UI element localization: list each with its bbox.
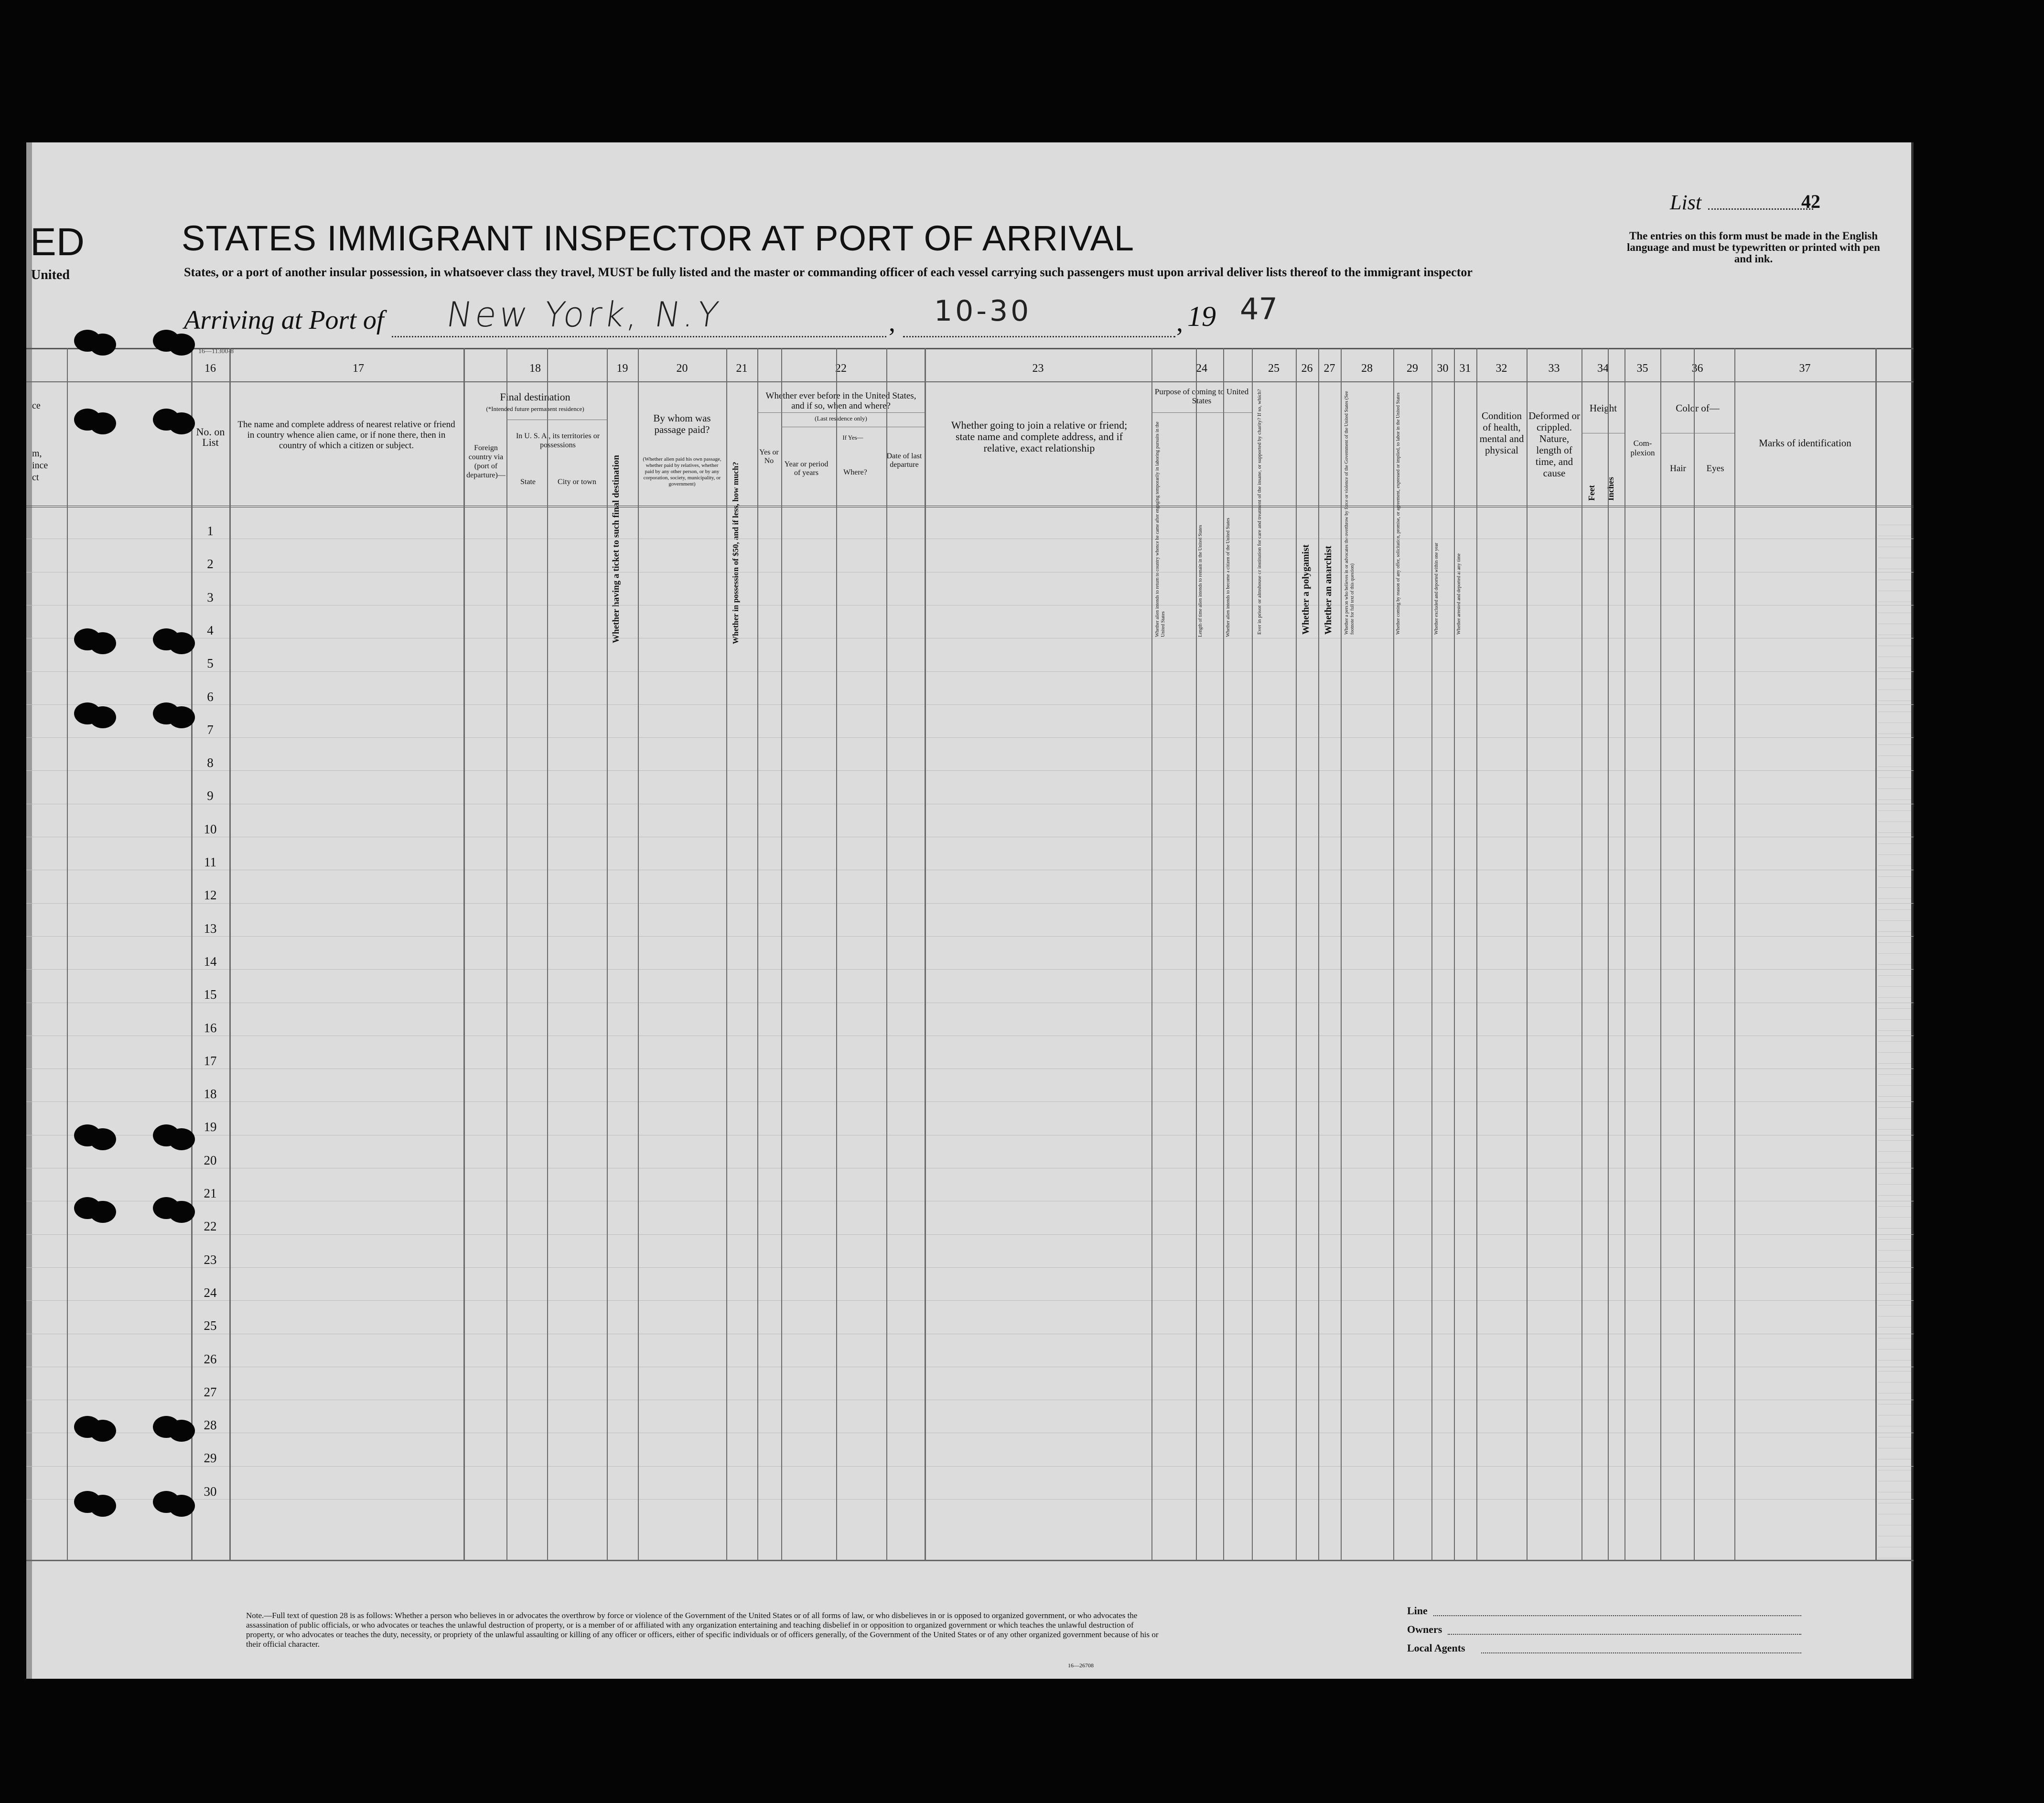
margin-rule bbox=[1878, 1316, 1911, 1317]
header-year-period: Year or period of years bbox=[784, 460, 828, 477]
row-number: 2 bbox=[207, 557, 214, 572]
col-number-29: 29 bbox=[1407, 362, 1418, 375]
col-number-27: 27 bbox=[1323, 362, 1335, 375]
col-number-30: 30 bbox=[1437, 362, 1449, 375]
header-polygamist: Whether a polygamist bbox=[1301, 544, 1311, 635]
grid-vline bbox=[1875, 348, 1877, 1560]
row-rule bbox=[26, 737, 1914, 738]
row-rule bbox=[26, 969, 1914, 970]
row-rule bbox=[26, 704, 1914, 705]
left-fragment-text: ince bbox=[32, 460, 48, 471]
row-number: 28 bbox=[204, 1418, 217, 1433]
grid-vline bbox=[757, 348, 758, 1560]
row-number: 4 bbox=[207, 623, 214, 637]
header-anarchist: Whether an anarchist bbox=[1323, 546, 1334, 635]
punch-hole bbox=[89, 632, 116, 654]
margin-rule bbox=[1878, 1327, 1911, 1328]
punch-hole bbox=[168, 632, 195, 654]
list-label: List bbox=[1670, 191, 1702, 214]
margin-rule bbox=[1878, 1228, 1911, 1229]
row-number: 19 bbox=[204, 1120, 217, 1134]
punch-hole bbox=[168, 1420, 195, 1442]
header-yes-no: Yes or No bbox=[759, 448, 779, 465]
header-deformed: Deformed or crippled. Nature, length of time, and cause bbox=[1528, 410, 1580, 479]
header-nearest-relative: The name and complete address of nearest relative or friend in country whence alien came, or if none there, then in country of which a citizen or subject. bbox=[237, 420, 455, 451]
grid-vline bbox=[1660, 348, 1661, 1560]
margin-rule bbox=[1878, 975, 1911, 976]
row-rule bbox=[26, 671, 1914, 672]
margin-rule bbox=[1878, 898, 1911, 899]
margin-rule bbox=[1878, 953, 1911, 954]
header-overthrow: Whether a person who believes in or advocates the overthrow by force or violence of the Government of the United States (See footnote for full text of this question) bbox=[1344, 391, 1355, 635]
punch-hole bbox=[89, 1420, 116, 1442]
colnum-row-border bbox=[26, 381, 1914, 382]
row-number: 16 bbox=[204, 1020, 217, 1035]
row-number: 6 bbox=[207, 689, 214, 704]
header-no-on-list: No. on List bbox=[196, 426, 225, 448]
punch-hole bbox=[89, 1201, 116, 1223]
footnote-code: 16—26708 bbox=[1068, 1662, 1094, 1669]
grid-vline bbox=[1393, 348, 1394, 1560]
left-fragment-title: ED bbox=[30, 220, 85, 264]
grid-vline bbox=[836, 348, 837, 1560]
grid-vline bbox=[925, 348, 926, 1560]
col-number-21: 21 bbox=[736, 362, 748, 375]
margin-rule bbox=[1878, 1140, 1911, 1141]
arriving-label: Arriving at Port of bbox=[184, 305, 384, 335]
header-city: City or town bbox=[558, 478, 596, 486]
row-number: 3 bbox=[207, 590, 214, 605]
footer-owners-label: Owners bbox=[1407, 1623, 1442, 1635]
row-number: 24 bbox=[204, 1285, 217, 1300]
col-number-26: 26 bbox=[1301, 362, 1313, 375]
row-number: 7 bbox=[207, 722, 214, 737]
row-number: 17 bbox=[204, 1053, 217, 1068]
col-number-18: 18 bbox=[529, 362, 541, 375]
col-number-36: 36 bbox=[1691, 362, 1703, 375]
row-number: 26 bbox=[204, 1351, 217, 1366]
row-number: 21 bbox=[204, 1186, 217, 1200]
punch-hole bbox=[168, 1495, 195, 1517]
row-number: 30 bbox=[204, 1484, 217, 1499]
header-in-usa: In U. S. A., its territories or possessions bbox=[516, 432, 600, 449]
comma: , bbox=[1176, 308, 1183, 337]
row-rule bbox=[26, 770, 1914, 771]
margin-rule bbox=[1878, 964, 1911, 965]
grid-vline bbox=[67, 348, 68, 1560]
header-passage-paid: By whom was passage paid? bbox=[653, 412, 711, 435]
row-rule bbox=[26, 1466, 1914, 1467]
date-handwritten: 10-30 bbox=[934, 294, 1032, 328]
row-rule bbox=[26, 1234, 1914, 1235]
margin-rule bbox=[1878, 942, 1911, 943]
margin-rule bbox=[1878, 920, 1911, 921]
page-edge bbox=[26, 142, 32, 1679]
punch-hole bbox=[89, 412, 116, 434]
manifest-page bbox=[26, 142, 1914, 1679]
header-inches: Inches bbox=[1606, 476, 1615, 501]
margin-rule bbox=[1878, 1008, 1911, 1009]
grid-vline bbox=[1476, 348, 1477, 1560]
col-number-32: 32 bbox=[1495, 362, 1507, 375]
grid-vline bbox=[1151, 348, 1152, 1560]
grid-vline bbox=[1734, 348, 1735, 1560]
footnote-question-28: Note.—Full text of question 28 is as follows: Whether a person who believes in or advocates the overthrow by force or violence of the Government of the United States or of all forms of law, or who disbelieves in or is opposed to organized government, or who advocates the assassination of public officials, or who advocates or teaches the unlawful destruction of property, or is a member of or affiliated with any organization entertaining and teaching disbelief in or opposition to organized government or which teaches the unlawful destruction of property, or who advocates or teaches the duty, necessity, or propriety of the unlawful assaulting or killing of any officer or officers, either of specific individuals or of officers generally, of the Government of the United States or of any other organized government because of his or their official character. bbox=[246, 1611, 1159, 1649]
grid-vline bbox=[1694, 348, 1695, 1560]
col-number-25: 25 bbox=[1268, 362, 1280, 375]
header-if-yes: If Yes— bbox=[842, 434, 863, 441]
footer-line-field bbox=[1433, 1615, 1801, 1616]
row-number: 22 bbox=[204, 1219, 217, 1234]
margin-rule bbox=[1878, 1019, 1911, 1020]
grid-vline bbox=[1296, 348, 1297, 1560]
row-number: 9 bbox=[207, 788, 214, 803]
punch-hole bbox=[168, 1201, 195, 1223]
punch-hole bbox=[89, 706, 116, 728]
margin-rule bbox=[1878, 1162, 1911, 1163]
header-purpose-return: Whether alien intends to return to country whence he came after engaging temporarily in laboring pursuits in the United States bbox=[1155, 421, 1166, 637]
port-handwritten: New York, N.Y bbox=[444, 294, 724, 335]
footer-agents-label: Local Agents bbox=[1407, 1642, 1465, 1654]
language-note: The entries on this form must be made in the English language and must be typewritten or printed with pen and ink. bbox=[1627, 230, 1880, 265]
margin-rule bbox=[1878, 821, 1911, 822]
margin-rule bbox=[1878, 1239, 1911, 1240]
header-ever-before-us: Whether ever before in the United States, and if so, when and where? bbox=[765, 391, 916, 411]
row-number: 25 bbox=[204, 1318, 217, 1333]
margin-rule bbox=[1878, 832, 1911, 833]
row-number: 11 bbox=[204, 855, 216, 869]
punch-hole bbox=[168, 1128, 195, 1150]
margin-rule bbox=[1878, 854, 1911, 855]
list-dotted-line bbox=[1708, 208, 1813, 210]
col-number-20: 20 bbox=[676, 362, 688, 375]
port-dotted-line bbox=[392, 336, 886, 337]
col-number-28: 28 bbox=[1361, 362, 1373, 375]
header-condition-health: Condition of health, mental and physical bbox=[1479, 410, 1524, 456]
row-rule bbox=[26, 1499, 1914, 1500]
margin-rule bbox=[1878, 810, 1911, 811]
margin-rule bbox=[1878, 865, 1911, 866]
margin-rule bbox=[1878, 843, 1911, 844]
margin-rule bbox=[1878, 1118, 1911, 1119]
margin-rule bbox=[1878, 1173, 1911, 1174]
col-number-17: 17 bbox=[353, 362, 364, 375]
margin-rule bbox=[1878, 1272, 1911, 1273]
margin-rule bbox=[1878, 799, 1911, 800]
header-going-to-join: Whether going to join a relative or friend; state name and complete address, and if relative, exact relationship bbox=[951, 419, 1128, 454]
left-fragment-text: m, bbox=[32, 448, 42, 459]
margin-rule bbox=[1878, 1294, 1911, 1295]
margin-rule bbox=[1878, 788, 1911, 789]
grid-vline bbox=[547, 348, 548, 1560]
header-bottom-border bbox=[26, 506, 1914, 507]
subheader-rule bbox=[757, 412, 925, 413]
grid-vline bbox=[1196, 348, 1197, 1560]
row-rule bbox=[26, 903, 1914, 904]
col-number-19: 19 bbox=[616, 362, 628, 375]
margin-rule bbox=[1878, 876, 1911, 877]
row-number: 8 bbox=[207, 756, 214, 770]
margin-rule bbox=[1878, 931, 1911, 932]
footer-line-label: Line bbox=[1407, 1605, 1428, 1617]
margin-rule bbox=[1878, 1305, 1911, 1306]
row-number: 13 bbox=[204, 921, 217, 936]
grid-vline bbox=[781, 348, 782, 1560]
col-number-23: 23 bbox=[1032, 362, 1044, 375]
margin-rule bbox=[1878, 1261, 1911, 1262]
header-marks-identification: Marks of identification bbox=[1759, 437, 1851, 449]
grid-vline bbox=[1431, 348, 1432, 1560]
list-number: 42 bbox=[1801, 191, 1820, 212]
margin-rule bbox=[1878, 1195, 1911, 1196]
col-number-16: 16 bbox=[204, 362, 216, 375]
col-number-31: 31 bbox=[1459, 362, 1471, 375]
margin-rule bbox=[1878, 1096, 1911, 1097]
header-passage-paid-sub: (Whether alien paid his own passage, whether paid by relatives, whether paid by any other person, or by any corporation, society, municipality, or government) bbox=[643, 456, 721, 487]
header-excluded: Whether excluded and deported within one year bbox=[1434, 542, 1439, 635]
margin-rule bbox=[1878, 1129, 1911, 1130]
margin-rule bbox=[1878, 1074, 1911, 1075]
left-fragment-subtitle: United bbox=[31, 268, 70, 282]
row-number: 23 bbox=[204, 1252, 217, 1267]
margin-rule bbox=[1878, 887, 1911, 888]
page-right-border bbox=[1911, 142, 1914, 1679]
row-number: 20 bbox=[204, 1153, 217, 1167]
margin-rule bbox=[1878, 1052, 1911, 1053]
grid-vline bbox=[607, 348, 608, 1560]
col-number-33: 33 bbox=[1548, 362, 1560, 375]
margin-rule bbox=[1878, 1250, 1911, 1251]
grid-vline bbox=[638, 348, 639, 1560]
margin-rule bbox=[1878, 1349, 1911, 1350]
punch-hole bbox=[89, 1495, 116, 1517]
header-color-of: Color of— bbox=[1676, 402, 1720, 414]
punch-hole bbox=[168, 412, 195, 434]
header-purpose-length: Length of time alien intends to remain in the United States bbox=[1198, 525, 1203, 637]
grid-vline bbox=[1581, 348, 1582, 1560]
header-purpose-citizen: Whether alien intends to become a citizen of the United States bbox=[1226, 518, 1231, 637]
row-number: 18 bbox=[204, 1087, 217, 1101]
header-foreign-country: Foreign country via (port of departure)— bbox=[466, 444, 506, 479]
grid-vline bbox=[229, 348, 231, 1560]
header-final-destination: Final destination bbox=[500, 391, 570, 403]
margin-rule bbox=[1878, 1206, 1911, 1207]
row-number: 10 bbox=[204, 821, 217, 836]
row-number: 27 bbox=[204, 1384, 217, 1399]
row-number: 1 bbox=[207, 524, 214, 538]
row-number: 5 bbox=[207, 656, 214, 671]
grid-vline bbox=[463, 348, 465, 1560]
margin-rule bbox=[1878, 1184, 1911, 1185]
row-rule bbox=[26, 1267, 1914, 1268]
footer-agents-field bbox=[1481, 1652, 1801, 1653]
col-number-35: 35 bbox=[1636, 362, 1648, 375]
header-feet: Feet bbox=[1587, 485, 1596, 501]
header-possession-50: Whether in possession of $50, and if less, how much? bbox=[731, 462, 740, 644]
left-fragment-text: ce bbox=[32, 400, 41, 411]
grid-vline bbox=[1608, 348, 1609, 1560]
header-ever-before-sub: (Last residence only) bbox=[815, 415, 867, 422]
footer-owners-field bbox=[1448, 1634, 1801, 1635]
col-number-22: 22 bbox=[835, 362, 847, 375]
grid-vline bbox=[1252, 348, 1253, 1560]
grid-vline bbox=[886, 348, 887, 1560]
grid-vline bbox=[1341, 348, 1342, 1560]
margin-rule bbox=[1878, 1151, 1911, 1152]
margin-rule bbox=[1878, 1085, 1911, 1086]
header-state: State bbox=[520, 478, 536, 486]
table-bottom-border bbox=[26, 1560, 1914, 1561]
margin-rule bbox=[1878, 1030, 1911, 1031]
header-final-destination-sub: (*Intended future permanent residence) bbox=[486, 405, 584, 412]
row-number: 14 bbox=[204, 954, 217, 969]
margin-rule bbox=[1878, 909, 1911, 910]
year-handwritten: 47 bbox=[1240, 292, 1278, 326]
row-rule bbox=[26, 936, 1914, 937]
year-printed: 19 bbox=[1187, 301, 1216, 332]
subheader-rule bbox=[1151, 412, 1252, 413]
header-purpose: Purpose of coming to United States bbox=[1154, 387, 1249, 405]
grid-vline bbox=[1527, 348, 1528, 1560]
grid-vline bbox=[1454, 348, 1455, 1560]
left-fragment-text: ct bbox=[32, 472, 39, 483]
grid-vline bbox=[1223, 348, 1224, 1560]
margin-rule bbox=[1878, 777, 1911, 778]
header-ticket: Whether having a ticket to such final destination bbox=[611, 455, 621, 643]
header-height: Height bbox=[1589, 402, 1617, 414]
header-arrested: Whether arrested and deported at any time bbox=[1456, 553, 1462, 635]
header-hair: Hair bbox=[1670, 464, 1686, 474]
header-eyes: Eyes bbox=[1706, 464, 1724, 474]
header-where: Where? bbox=[843, 468, 867, 476]
header-date-departure: Date of last departure bbox=[886, 452, 922, 469]
header-prison: Ever in prison or almshouse or institution for care and treatment of the insane, or supported by charity? If so, which? bbox=[1257, 389, 1262, 635]
row-number: 15 bbox=[204, 987, 217, 1002]
margin-rule bbox=[1878, 986, 1911, 987]
margin-rule bbox=[1878, 1063, 1911, 1064]
row-rule bbox=[26, 1101, 1914, 1102]
punch-hole bbox=[89, 1128, 116, 1150]
punch-hole bbox=[168, 706, 195, 728]
margin-rule bbox=[1878, 1283, 1911, 1284]
col-number-24: 24 bbox=[1196, 362, 1207, 375]
table-top-border bbox=[26, 348, 1914, 349]
grid-vline bbox=[1624, 348, 1625, 1560]
grid-vline bbox=[1318, 348, 1319, 1560]
punch-hole bbox=[89, 334, 116, 356]
col-number-37: 37 bbox=[1799, 362, 1811, 375]
margin-rule bbox=[1878, 1338, 1911, 1339]
margin-rule bbox=[1878, 997, 1911, 998]
header-offer: Whether coming by reason of any offer, solicitation, promise, or agreement, expressed or implied, to labor in the United States bbox=[1396, 392, 1401, 635]
row-rule bbox=[26, 1300, 1914, 1301]
form-number: 16—11300-8 bbox=[198, 348, 234, 355]
punch-hole bbox=[168, 334, 195, 356]
page-subtitle: States, or a port of another insular possession, in whatsoever class they travel, MUST be fully listed and the master or commanding officer of each vessel carrying such passengers must upon arrival deliver lists thereof to the immigrant inspector bbox=[184, 265, 1473, 279]
page-title: STATES IMMIGRANT INSPECTOR AT PORT OF ARRIVAL bbox=[182, 218, 1135, 258]
col-number-34: 34 bbox=[1597, 362, 1609, 375]
grid-vline bbox=[726, 348, 727, 1560]
comma: , bbox=[889, 308, 895, 337]
row-number: 29 bbox=[204, 1451, 217, 1466]
margin-rule bbox=[1878, 1217, 1911, 1218]
row-number: 12 bbox=[204, 888, 217, 903]
grid-vline bbox=[506, 348, 507, 1560]
margin-rule bbox=[1878, 1041, 1911, 1042]
header-complexion: Com-plexion bbox=[1630, 439, 1655, 457]
margin-rule bbox=[1878, 1107, 1911, 1108]
date-dotted-line bbox=[903, 336, 1175, 337]
